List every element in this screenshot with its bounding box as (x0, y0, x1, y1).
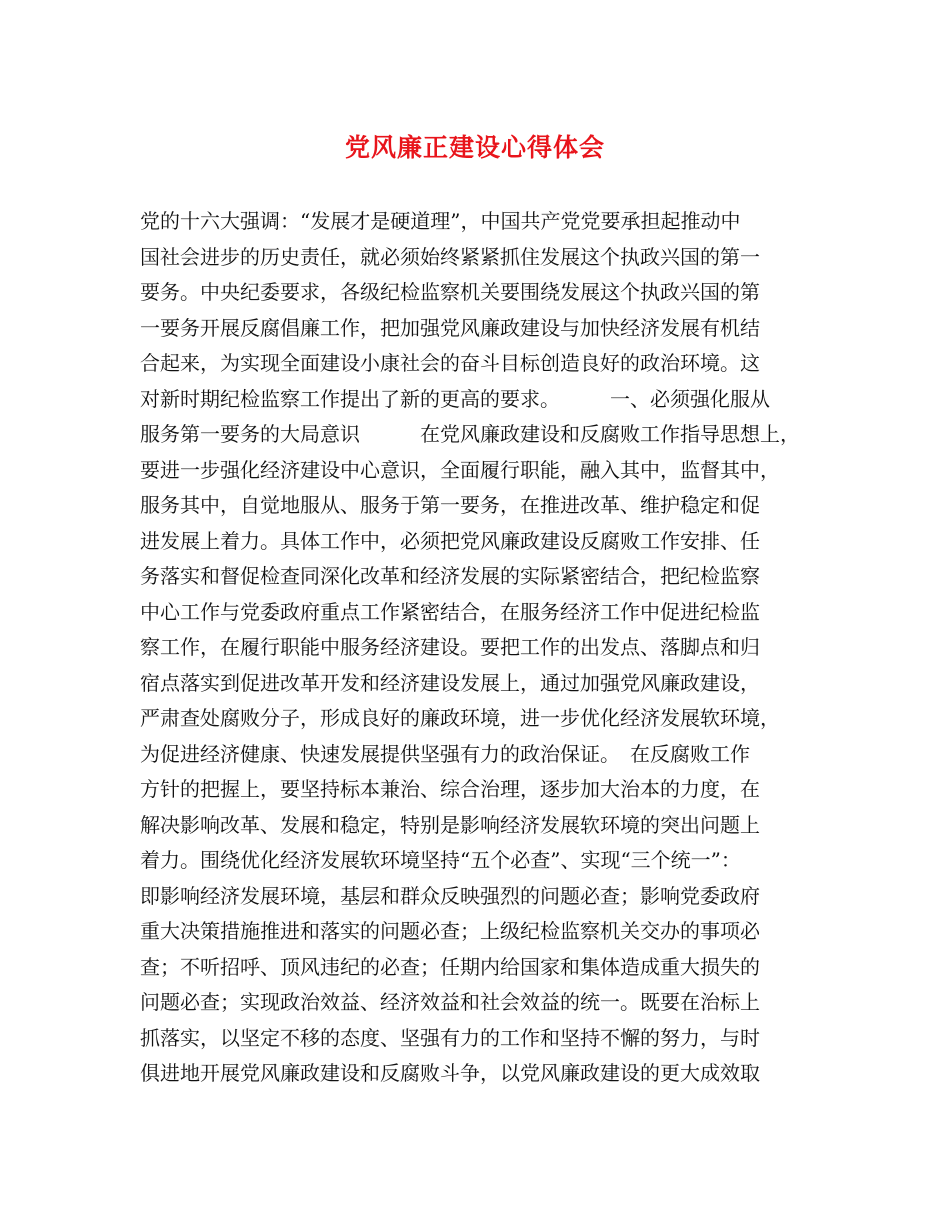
body-text-line: 问题必查；实现政治效益、经济效益和社会效益的统一。既要在治标上 (140, 990, 760, 1014)
body-text-line: 查；不听招呼、顶风违纪的必查；任期内给国家和集体造成重大损失的 (140, 954, 760, 979)
document-body (140, 204, 830, 1092)
body-text-line: 重大决策措施推进和落实的问题必查；上级纪检监察机关交办的事项必 (140, 919, 760, 943)
body-text-line: 抓落实，以坚定不移的态度、坚强有力的工作和坚持不懈的努力，与时 (140, 1025, 760, 1050)
body-text-line: 察工作，在履行职能中服务经济建设。要把工作的出发点、落脚点和归 (140, 635, 760, 659)
document-title: 党风廉正建设心得体会 (344, 133, 605, 162)
body-text-line: 党的十六大强调：“发展才是硬道理”，中国共产党党要承担起推动中 (140, 209, 741, 233)
body-text-line: 着力。围绕优化经济发展软环境坚持“五个必查”、实现“三个统一”： (140, 848, 741, 872)
body-text-line: 中心工作与党委政府重点工作紧密结合，在服务经济工作中促进纪检监 (140, 599, 760, 624)
body-text-line: 方针的把握上，要坚持标本兼治、综合治理，逐步加大治本的力度，在 (140, 777, 760, 801)
body-text-line: 进发展上着力。具体工作中，必须把党风廉政建设反腐败工作安排、任 (140, 528, 760, 553)
body-text-line: 解决影响改革、发展和稳定，特别是影响经济发展软环境的突出问题上 (140, 812, 760, 837)
body-text-line: 一要务开展反腐倡廉工作，把加强党风廉政建设与加快经济发展有机结 (140, 315, 760, 340)
body-text-line: 俱进地开展党风廉政建设和反腐败斗争，以党风廉政建设的更大成效取 (140, 1061, 760, 1085)
body-text-line: 严肃查处腐败分子，形成良好的廉政环境，进一步优化经济发展软环境， (140, 706, 780, 730)
body-text-line: 即影响经济发展环境，基层和群众反映强烈的问题必查；影响党委政府 (140, 883, 760, 908)
body-text-line: 要务。中央纪委要求，各级纪检监察机关要围绕发展这个执政兴国的第 (140, 280, 760, 304)
body-text-line: 宿点落实到促进改革开发和经济建设发展上，通过加强党风廉政建设， (140, 670, 760, 695)
body-text-line: 合起来，为实现全面建设小康社会的奋斗目标创造良好的政治环境。这 (140, 351, 760, 375)
body-text-line: 为促进经济健康、快速发展提供坚强有力的政治保证。 在反腐败工作 (140, 741, 750, 766)
body-text-line: 务落实和督促检查同深化改革和经济发展的实际紧密结合，把纪检监察 (140, 564, 760, 588)
body-text-line: 对新时期纪检监察工作提出了新的更高的要求。 一、必须强化服从 (140, 386, 770, 411)
body-text-line: 服务第一要务的大局意识 在党风廉政建设和反腐败工作指导思想上， (140, 422, 800, 446)
body-text-line: 服务其中，自觉地服从、服务于第一要务，在推进改革、维护稳定和促 (140, 493, 760, 517)
body-text-line: 国社会进步的历史责任，就必须始终紧紧抓住发展这个执政兴国的第一 (140, 244, 760, 269)
body-text-line: 要进一步强化经济建设中心意识，全面履行职能，融入其中，监督其中， (140, 457, 780, 482)
